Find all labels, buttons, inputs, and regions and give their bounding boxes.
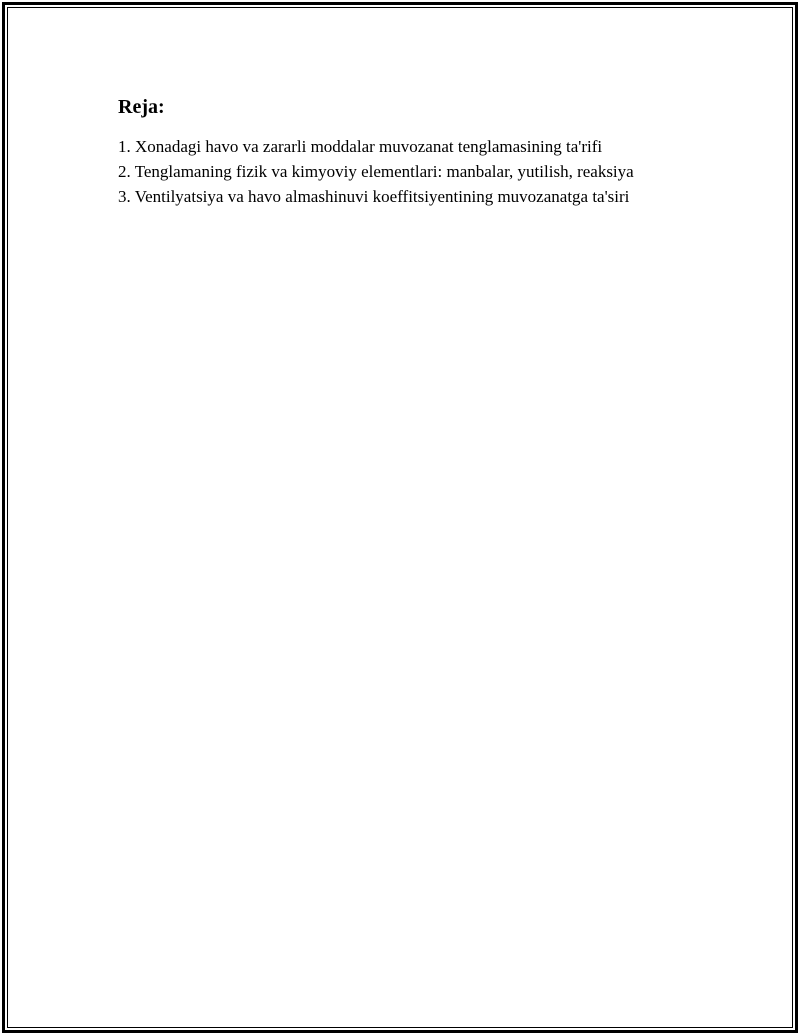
plan-heading: Reja:	[118, 96, 165, 118]
plan-item-3: 3. Ventilyatsiya va havo almashinuvi koeffitsiyentining muvozanatga ta'siri	[118, 187, 630, 206]
plan-list	[118, 134, 738, 209]
page-content	[118, 94, 738, 209]
plan-item-1: 1. Xonadagi havo va zararli moddalar muvozanat tenglamasining ta'rifi	[118, 137, 603, 156]
plan-item-2: 2. Tenglamaning fizik va kimyoviy elementlari: manbalar, yutilish, reaksiya	[118, 162, 634, 181]
